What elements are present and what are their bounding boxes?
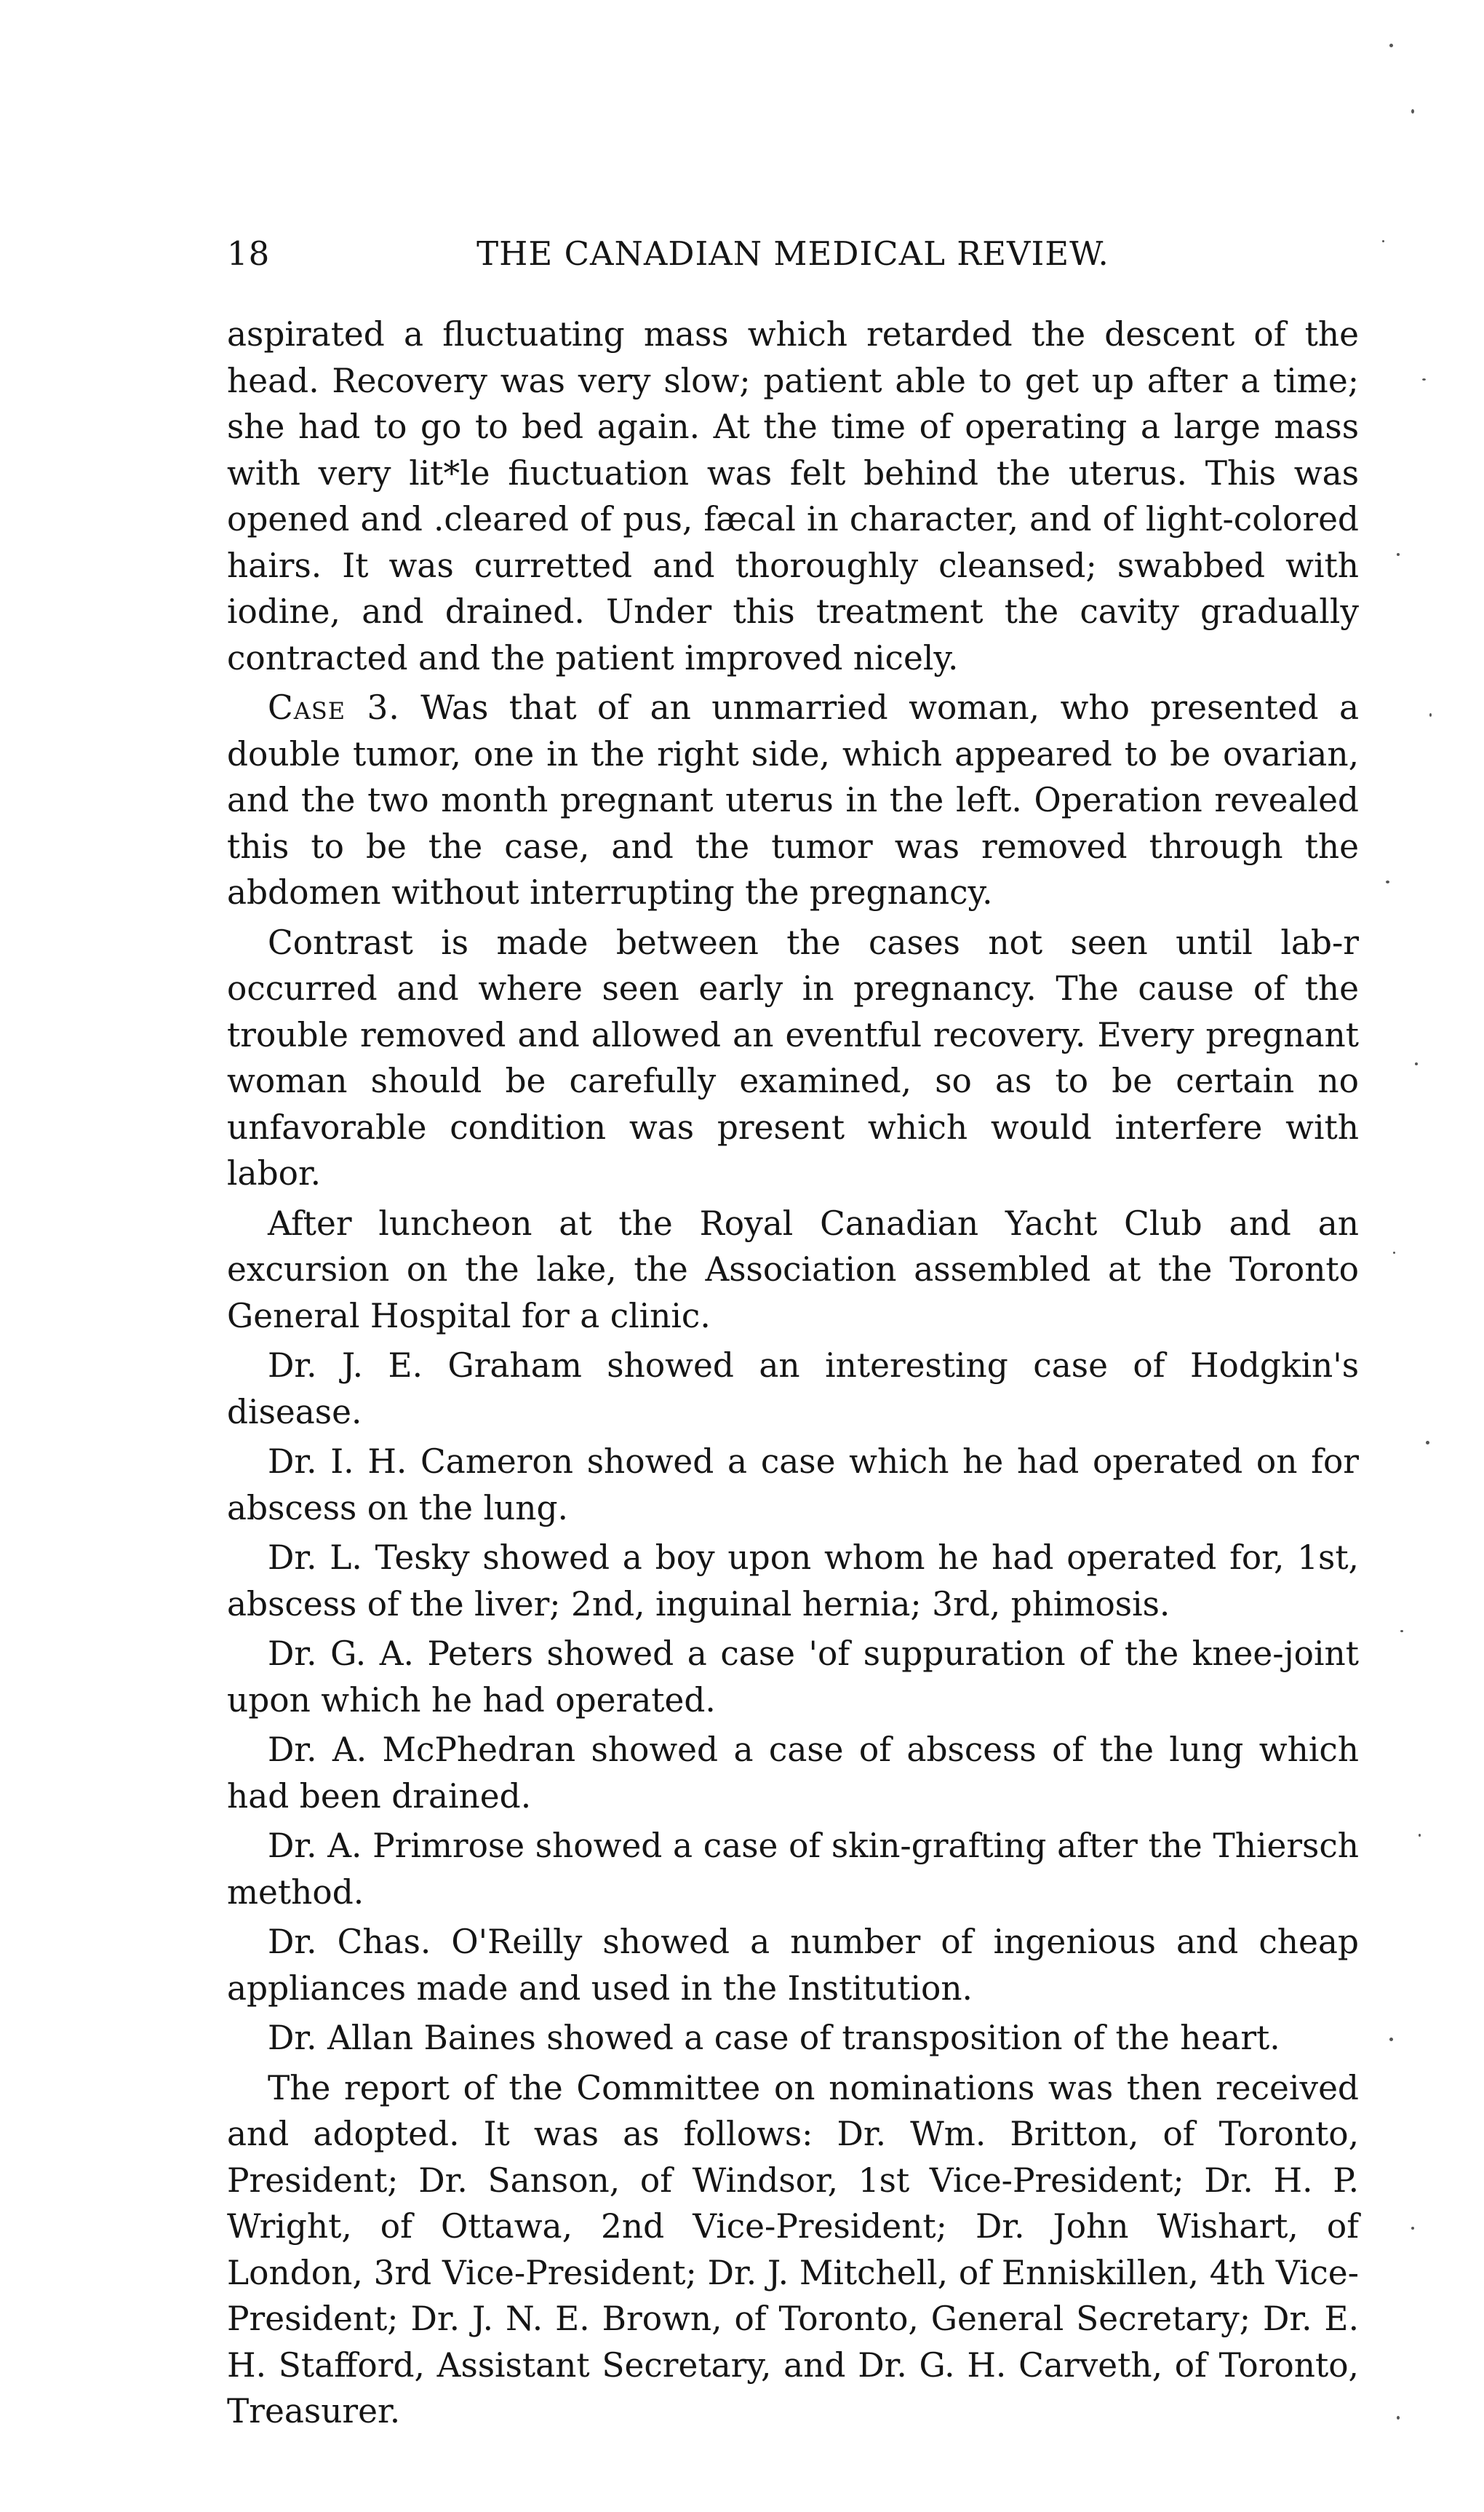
paragraph-mcphedran: Dr. A. McPhedran showed a case of abscess of the lung which had been drained.: [227, 1730, 1359, 1816]
page-number: 18: [227, 234, 271, 273]
paragraph-nominations: The report of the Committee on nominations was then received and adopted. It was as follows: Dr. Wm. Britton, of Toronto, President; Dr. Sanson, of Windsor, 1st Vice-President; Dr. H. P. Wright, of Ottawa, 2nd Vice-President; Dr. John Wishart, of London, 3rd Vice-President; Dr. J. Mitchell, of Enniskillen, 4th Vice-President; Dr. J. N. E. Brown, of Toronto, General Secretary; Dr. E. H. Stafford, Assistant Secretary, and Dr. G. H. Carveth, of Toronto, Treasurer.: [227, 2068, 1359, 2430]
paragraph-case-3: Case 3. Was that of an unmarried woman, who presented a double tumor, one in the right side, which appeared to be ovarian, and the two month pregnant uterus in the left. Operation revealed this to be the case, and the tumor was removed through the abdomen without interrupting the pregnancy.: [227, 688, 1360, 912]
paragraph-primrose: Dr. A. Primrose showed a case of skin-grafting after the Thiersch method.: [227, 1827, 1359, 1912]
running-title: THE CANADIAN MEDICAL REVIEW.: [476, 234, 1109, 273]
paragraph-baines: Dr. Allan Baines showed a case of transposition of the heart.: [268, 2019, 1280, 2057]
paragraph-tesky: Dr. L. Tesky showed a boy upon whom he had operated for, 1st, abscess of the liver; 2nd, inguinal hernia; 3rd, phimosis.: [227, 1538, 1359, 1623]
scan-edge-noise: [1360, 0, 1484, 2512]
body-text: [227, 311, 1359, 2439]
case-3-heading: Case 3.: [268, 688, 400, 727]
page-header: [227, 234, 1359, 285]
paragraph-oreilly: Dr. Chas. O'Reilly showed a number of ingenious and cheap appliances made and used in the Institution.: [227, 1923, 1359, 2008]
paragraph-graham: Dr. J. E. Graham showed an interesting case of Hodgkin's disease.: [227, 1346, 1359, 1431]
paragraph-luncheon: After luncheon at the Royal Canadian Yacht Club and an excursion on the lake, the Association assembled at the Toronto General Hospital for a clinic.: [227, 1204, 1359, 1335]
paragraph-contrast: Contrast is made between the cases not seen until lab-r occurred and where seen early in pregnancy. The cause of the trouble removed and allowed an eventful recovery. Every pregnant woman should be carefully examined, so as to be certain no unfavorable condition was present which would interfere with labor.: [227, 923, 1359, 1193]
paragraph-peters: Dr. G. A. Peters showed a case 'of suppuration of the knee-joint upon which he had operated.: [227, 1634, 1359, 1720]
paragraph-case-2-continued: aspirated a fluctuating mass which retarded the descent of the head. Recovery was very slow; patient able to get up after a time; she had to go to bed again. At the time of operating a large mass with very lit*le fiuctuation was felt behind the uterus. This was opened and .cleared of pus, fæcal in character, and of light-colored hairs. It was curretted and thoroughly cleansed; swabbed with iodine, and drained. Under this treatment the cavity gradually contracted and the patient improved nicely.: [227, 315, 1359, 677]
paragraph-cameron: Dr. I. H. Cameron showed a case which he had operated on for abscess on the lung.: [227, 1442, 1359, 1527]
